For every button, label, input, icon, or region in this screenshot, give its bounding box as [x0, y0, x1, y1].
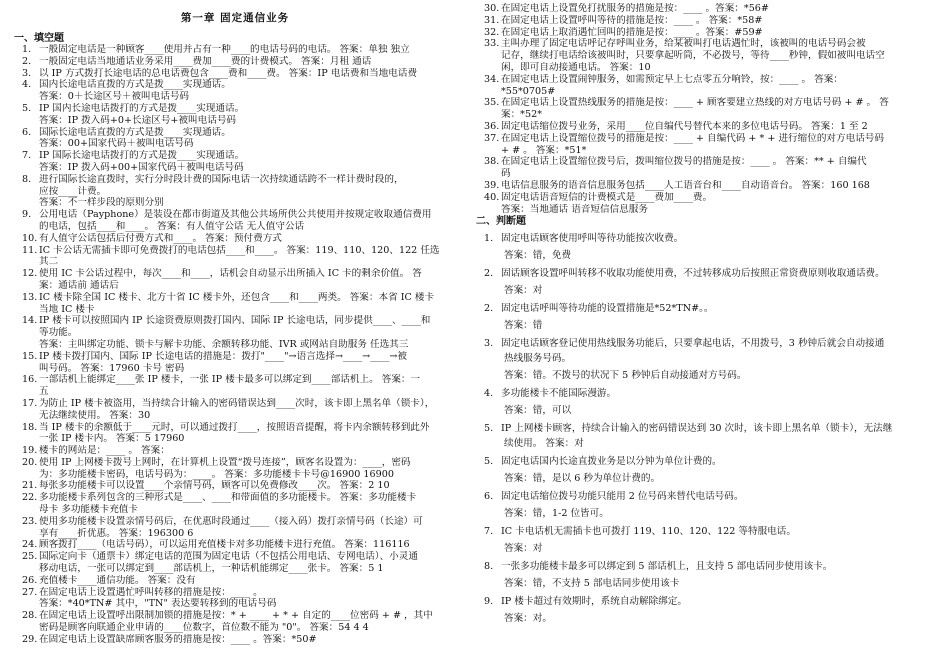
question-line [22, 268, 467, 280]
question-text: 移动电话，一张可以绑定到____部话机上，一种话机能绑定____张卡。 答案：5 1 [39, 563, 384, 575]
question-text: 答案：IP 拨入码+00+国家代码＋被叫电话号码 [39, 161, 244, 173]
question-number [22, 504, 39, 516]
answer-line: 答案：错，免费 [504, 250, 572, 262]
question-line [484, 15, 928, 27]
question-line [22, 103, 467, 115]
question-text: IC 卡公话无需插卡即可免费拨打的电话包括____和____。 答案：119、110、120、122 任选 [39, 244, 440, 256]
question-text: 国内长途电话直拨的方式是拨____实现通话。 [39, 79, 231, 91]
question-text: 码 [501, 168, 511, 180]
question-text: 应按____计费。 [39, 185, 107, 197]
question-line [22, 422, 467, 434]
question-number [484, 109, 501, 121]
question-text: 固定电话顾客使用呼叫等待功能按次收费。 [501, 233, 684, 245]
question-text: 在固定电话上设置缩位拨号的措施是按：____ + 自编代码 + * + 进行缩位的对方电话号码 [501, 132, 884, 144]
question-text: IP 楼卡拨打国内、国际 IP 长途电话的措施是：拨打"____"→语言选择→____→____→被 [39, 350, 408, 362]
answer-line: 答案：错，可以 [504, 405, 572, 417]
question-line [22, 516, 467, 528]
question-number: 5. [484, 456, 494, 468]
question-line [484, 3, 928, 15]
question-number: 2. [484, 303, 494, 315]
question-number: 20. [22, 456, 38, 468]
question-number: 37. [484, 132, 500, 144]
question-number: 8. [22, 173, 32, 185]
question-text: 固定电话缩位拨号功能只能用 2 位号码来替代电话号码。 [501, 491, 744, 503]
question-line [22, 115, 467, 127]
question-number: 38. [484, 156, 500, 168]
question-line [484, 560, 928, 573]
question-line [22, 386, 467, 398]
question-line [22, 551, 467, 563]
answer-line: 答案：对 [504, 285, 543, 297]
question-line [22, 563, 467, 575]
question-text: 在固定电话上设置呼叫等待的措施是按：____ 。 答案：*58# [501, 14, 763, 26]
question-line [22, 598, 467, 610]
question-text: 在固定电话上设置缺席顾客服务的措施是按：____ 。答案：*50# [39, 633, 317, 645]
question-number [22, 138, 39, 150]
question-line [484, 192, 928, 204]
question-line [484, 38, 928, 50]
question-line [22, 410, 467, 422]
question-number: 3. [22, 67, 32, 79]
question-number [22, 162, 39, 174]
fill-question-list-continued [484, 3, 928, 215]
question-text: 叫号码。 答案：17960 卡号 密码 [39, 362, 185, 374]
question-number: 22. [22, 492, 38, 504]
question-number: 4. [22, 79, 32, 91]
question-line [484, 267, 928, 280]
question-line [484, 27, 928, 39]
question-line [484, 180, 928, 192]
question-number: 36. [484, 120, 500, 132]
question-line [22, 91, 467, 103]
question-number: 8. [484, 561, 494, 573]
question-line [22, 280, 467, 292]
question-text: 主叫办理了固定电话呼记存呼叫业务，给某被叫打电话遇忙时，该被叫的电话号码会被 [501, 38, 866, 50]
question-number: 7. [22, 150, 32, 162]
question-line [484, 337, 928, 350]
question-number [484, 145, 501, 157]
question-number [22, 363, 39, 375]
question-line [22, 68, 467, 80]
question-text: 固话顾客设置呼叫转移不收取功能使用费，不过转移成功后按照正常资费原则收取通话费。 [501, 268, 885, 280]
question-number: 1. [484, 233, 494, 245]
question-number: 30. [484, 3, 500, 14]
question-line [22, 575, 467, 587]
question-line [22, 587, 467, 599]
question-number: 17. [22, 397, 38, 409]
question-number [22, 563, 39, 575]
question-line [484, 490, 928, 503]
answer-line: 答案：对 [504, 543, 543, 555]
question-line [484, 62, 928, 74]
question-line [22, 150, 467, 162]
question-number: 5. [484, 423, 494, 435]
question-line [484, 455, 928, 468]
question-text: 一部话机上能绑定____张 IP 楼卡，一张 IP 楼卡最多可以绑定到____部话机上。 答案：一 [39, 374, 421, 386]
question-text: 顾客拨打____（电话号码），可以运用充值楼卡对多功能楼卡进行充值。 答案：116116 [39, 539, 410, 551]
question-text: 在固定电话上设置闹钟服务，如需预定早上七点零五分响铃，按：____ 。 答案： [501, 73, 843, 85]
question-text: IC 卡电话机无需插卡也可拨打 119、110、120、122 等特服电话。 [501, 526, 796, 538]
question-number [22, 528, 39, 540]
question-number: 2. [22, 55, 32, 67]
question-line [484, 156, 928, 168]
question-text: 答案：0＋长途区号＋被叫电话号码 [39, 91, 190, 103]
question-line [22, 374, 467, 386]
judge-question-list [484, 232, 928, 625]
question-number: 1. [22, 44, 32, 55]
question-line [22, 480, 467, 492]
question-text: 在固定电话上设置免打扰服务的措施是按：____ 。答案：*56# [501, 3, 769, 14]
question-text: 为：多功能楼卡密码，电话号码为：____。 答案：多功能楼卡卡号@16900 16900 [39, 468, 394, 480]
question-line [484, 86, 928, 98]
question-text: 在固定电话上取消遇忙回叫的措施是按：____ 。答案：#59# [501, 26, 763, 38]
answer-line: 续使用。 答案：对 [504, 438, 584, 450]
question-line [22, 457, 467, 469]
question-text: 充值楼卡____通信功能。 答案：没有 [39, 574, 196, 586]
question-text: 有人值守公话包括后付费方式和____。 答案：预付费方式 [39, 232, 282, 244]
question-line [484, 204, 928, 216]
question-text: 楼卡的网站是：____ 。 答案： [39, 445, 170, 457]
question-number [484, 204, 501, 216]
question-line [22, 315, 467, 327]
question-text: + # 。 答案：*51* [501, 144, 587, 156]
question-line [22, 256, 467, 268]
question-number: 32. [484, 26, 500, 38]
question-line [22, 492, 467, 504]
question-number [484, 50, 501, 62]
question-number: 40. [484, 191, 500, 203]
question-line [22, 528, 467, 540]
question-number: 4. [484, 388, 494, 400]
question-line [484, 97, 928, 109]
question-number: 39. [484, 179, 500, 191]
question-number [22, 469, 39, 481]
question-text: 在固定电话上设置缩位拨号后，拨叫缩位拨号的措施是按：____ 。 答案：** + 自编代 [501, 156, 867, 168]
answer-line: 答案：错，是以 6 秒为单位计费的。 [504, 473, 661, 485]
question-number: 18. [22, 421, 38, 433]
question-line [22, 445, 467, 457]
question-text: 电话信息服务的语音信息服务包括____人工语音台和____自动语音台。 答案：160 168 [501, 179, 870, 191]
question-text: 母卡 多功能楼卡充值卡 [39, 504, 138, 516]
question-number: 21. [22, 480, 38, 492]
question-number: 3. [484, 338, 494, 350]
question-text: 国际定向卡（通票卡）绑定电话的范围为固定电话（不包括公用电话、专网电话）、小灵通 [39, 551, 418, 563]
question-number [484, 168, 501, 180]
question-line [484, 133, 928, 145]
question-text: 在固定电话上设置呼出限制加锁的措施是按：* + ____ + * + 自定的____位密码 + # ，其中 [39, 610, 433, 622]
question-text: 固定电话呼叫等待功能的设置措施是*52*TN#。。 [501, 303, 714, 315]
question-text: 答案：IP 拨入码+0+长途区号+被叫电话号码 [39, 114, 237, 126]
question-line [22, 327, 467, 339]
question-number: 16. [22, 374, 38, 386]
question-number: 14. [22, 315, 38, 327]
question-number [22, 186, 39, 198]
question-number: 5. [22, 102, 32, 114]
left-column [14, 32, 467, 646]
question-text: 进行国际长途直拨时，实行分时段计费的国际电话一次持续通话跨不一样计费时段的， [39, 173, 404, 185]
question-line [484, 121, 928, 133]
question-line [484, 595, 928, 608]
answer-line: 热线服务号码。 [504, 353, 572, 365]
question-line [484, 302, 928, 315]
question-number: 33. [484, 38, 500, 50]
chapter-title: 第一章 固定通信业务 [180, 12, 290, 24]
question-text: 闲，即可自动接通电话。 答案：10 [501, 61, 651, 73]
question-text: 当 IP 楼卡的余额低于____元时，可以通过拨打____，按照语音提醒，将卡内余额转移到此外 [39, 421, 430, 433]
question-line [22, 622, 467, 634]
question-line [22, 398, 467, 410]
question-line [22, 197, 467, 209]
question-text: 每张多功能楼卡可以设置____个亲情号码，顾客可以免费修改____次。 答案：2 10 [39, 480, 390, 492]
section-fill-heading: 一、填空题 [14, 33, 64, 44]
question-text: 一般固定电话当地通话业务采用____费加____费的计费模式。 答案：月租 通话 [39, 55, 372, 67]
question-line [22, 504, 467, 516]
question-number: 26. [22, 574, 38, 586]
question-line [22, 56, 467, 68]
question-text: 当地 IC 楼卡 [39, 303, 95, 315]
question-line [484, 145, 928, 157]
question-text: 国际长途电话直拨的方式是拨____实现通话。 [39, 126, 231, 138]
question-line [22, 339, 467, 351]
question-number [22, 327, 39, 339]
question-text: 答案：00+国家代码＋被叫电话号码 [39, 138, 194, 150]
question-line [22, 634, 467, 646]
right-column [476, 3, 928, 625]
question-text: 答案：不一样步段的原则分别 [39, 197, 164, 209]
answer-line: 答案：错，不支持 5 部电话同步使用该卡 [504, 578, 680, 590]
question-number [22, 221, 39, 233]
question-number: 9. [22, 209, 32, 221]
question-text: 在固定电话上设置热线服务的措施是按：____ + 顾客要建立热线的对方电话号码 + # 。 答 [501, 97, 889, 109]
question-line [484, 168, 928, 180]
question-text: 等功能。 [39, 327, 78, 339]
question-text: 多功能楼卡不能国际漫游。 [501, 388, 617, 400]
question-number: 15. [22, 350, 38, 362]
question-text: IC 楼卡除全国 IC 楼卡、北方十省 IC 楼卡外，还包含____和____两类。 答案：本省 IC 楼卡 [39, 291, 435, 303]
answer-line: 答案：错。不拨号的状况下 5 秒钟后自动接通对方号码。 [504, 370, 747, 382]
question-text: IP 上网楼卡顾客，持续合计输入的密码错误达到 30 次时，该卡即上黑名单（锁卡），无法继 [501, 423, 893, 435]
question-number: 25. [22, 551, 38, 563]
question-number [22, 115, 39, 127]
question-line [22, 221, 467, 233]
question-text: 为防止 IP 楼卡被盗用，当持续合计输入的密码错误达到____次时，该卡即上黑名单（锁卡）， [39, 397, 435, 409]
question-text: 一般固定电话是一种顾客____使用并占有一种____的电话号码的电话。 答案：单独 独立 [39, 44, 410, 55]
question-number [22, 304, 39, 316]
question-text: 享有____折优惠。 答案：196300 6 [39, 527, 194, 539]
question-number: 31. [484, 14, 500, 26]
question-line [22, 174, 467, 186]
question-number [22, 339, 39, 351]
question-line [22, 233, 467, 245]
question-number: 12. [22, 268, 38, 280]
question-line [22, 127, 467, 139]
question-line [22, 539, 467, 551]
question-text: IP 楼卡可以按照国内 IP 长途资费原则拨打国内、国际 IP 长途电话，同步提供____、____和 [39, 315, 431, 327]
question-text: 一张多功能楼卡最多可以绑定到 5 部话机上，且支持 5 部电话同步使用该卡。 [501, 561, 833, 573]
question-line [22, 363, 467, 375]
question-number [22, 410, 39, 422]
question-line [484, 387, 928, 400]
question-text: 的电话，包括____和____。 答案：有人值守公话 无人值守公话 [39, 220, 305, 232]
question-line [22, 245, 467, 257]
question-line [22, 351, 467, 363]
question-text: 无法继续使用。 答案：30 [39, 409, 151, 421]
question-number [22, 256, 39, 268]
question-text: 在固定电话上设置遇忙呼叫转移的措施是按：____ 。 [39, 586, 263, 598]
question-number: 10. [22, 232, 38, 244]
question-number: 6. [22, 126, 32, 138]
fill-question-list [22, 44, 467, 646]
question-number: 11. [22, 244, 38, 256]
question-number [22, 622, 39, 634]
question-text: 固定电话国内长途直拨业务是以分钟为单位计费的。 [501, 456, 722, 468]
answer-line: 答案：对。 [504, 613, 552, 625]
question-line [22, 610, 467, 622]
question-text: 多功能楼卡系列包含的三种形式是____、____和带面值的多功能楼卡。 答案：多功能楼卡 [39, 492, 417, 504]
question-text: 答案：当地通话 语音短信信息服务 [501, 203, 648, 215]
question-number: 9. [484, 596, 494, 608]
question-number [22, 433, 39, 445]
question-text: IP 楼卡超过有效期时，系统自动解除绑定。 [501, 596, 687, 608]
question-text: 公用电话（Payphone）是装设在都市街道及其他公共场所供公共使用并按规定收取通信费用 [39, 209, 432, 221]
question-number: 19. [22, 445, 38, 457]
question-line [22, 186, 467, 198]
question-line [484, 50, 928, 62]
question-text: 使用 IP 上网楼卡拨号上网时，在计算机上设置“拨号连接”，顾客名设置为：____，密码 [39, 456, 411, 468]
question-number [22, 91, 39, 103]
question-text: 其二 [39, 256, 59, 268]
question-number: 24. [22, 539, 38, 551]
question-line [22, 469, 467, 481]
question-text: 案：通话前 通话后 [39, 279, 119, 291]
question-line [484, 74, 928, 86]
question-line [484, 232, 928, 245]
question-text: 固定电话缩位拨号业务，采用____位自编代号替代本来的多位电话号码。 答案：1 至 2 [501, 120, 868, 132]
question-number [484, 62, 501, 74]
question-number [22, 598, 39, 610]
question-text: 使用多功能楼卡设置亲情号码后，在优惠时段通过____（接入码）拨打亲情号码（长途）可 [39, 515, 423, 527]
answer-line: 答案：错，1-2 位皆可。 [504, 508, 609, 520]
question-number: 28. [22, 610, 38, 622]
question-text: IP 国内长途电话拨打的方式是拨____实现通话。 [39, 102, 245, 114]
question-line [22, 304, 467, 316]
question-text: 答案：主叫绑定功能、锁卡与解卡功能、余额转移功能、IVR 或网站自助服务 任选其三 [39, 338, 409, 350]
question-text: 以 IP 方式拨打长途电话的总电话费包含____费和____费。 答案：IP 电话费和当地电话费 [39, 67, 418, 79]
question-line [484, 109, 928, 121]
question-number: 7. [484, 526, 494, 538]
question-number: 34. [484, 73, 500, 85]
question-text: 记存，继续打电话给该被叫时，只要拿起听筒，不必拨号，等待____秒钟，假如被叫电话空 [501, 50, 885, 62]
question-number: 23. [22, 515, 38, 527]
question-line [484, 525, 928, 538]
section-judge-heading: 二、判断题 [476, 216, 526, 228]
question-text: 答案：*40*TN# 其中，"TN" 表达要转移到的电话号码 [39, 598, 277, 610]
question-number [484, 86, 501, 98]
question-text: 五 [39, 386, 49, 398]
question-number: 2. [484, 268, 494, 280]
question-text: IP 国际长途电话拨打的方式是拨____实现通话。 [39, 150, 245, 162]
question-number: 29. [22, 633, 38, 645]
question-line [22, 292, 467, 304]
question-line [484, 422, 928, 435]
question-number: 35. [484, 97, 500, 109]
question-text: 固定电话语音短信的计费模式是____费加____费。 [501, 191, 713, 203]
question-number: 6. [484, 491, 494, 503]
question-text: 使用 IC 卡公话过程中，每次____和____，话机会自动显示出所插入 IC 卡的剩余价值。 答 [39, 268, 422, 280]
answer-line: 答案：错 [504, 320, 543, 332]
question-number: 27. [22, 586, 38, 598]
question-number [22, 386, 39, 398]
question-number: 13. [22, 291, 38, 303]
question-line [22, 79, 467, 91]
question-number [22, 280, 39, 292]
question-text: 固定电话顾客登记使用热线服务功能后，只要拿起电话，不用拨号，3 秒钟后就会自动接通 [501, 338, 885, 350]
question-text: 密码是顾客向联通企业申请的____位数字，首位数不能为 "0"。 答案：54 4 4 [39, 622, 369, 634]
question-line [22, 209, 467, 221]
question-line [22, 433, 467, 445]
question-line [22, 138, 467, 150]
question-text: 一张 IP 楼卡内。 答案：5 17960 [39, 433, 185, 445]
question-number [22, 197, 39, 209]
question-text: 案：*52* [501, 109, 542, 121]
question-text: *55*0705# [501, 85, 556, 97]
question-line [22, 44, 467, 56]
question-line [22, 162, 467, 174]
